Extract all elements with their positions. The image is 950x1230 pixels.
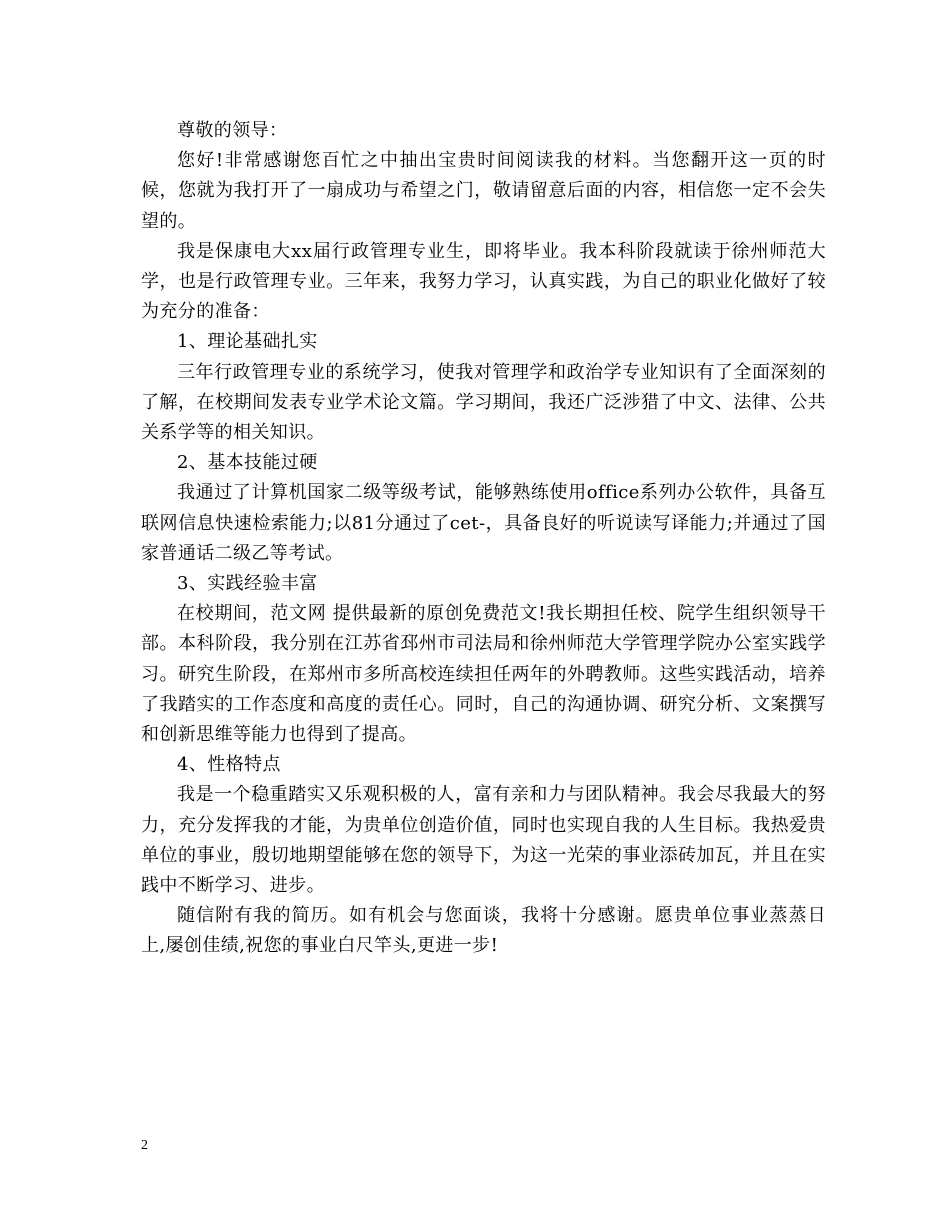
salutation: 尊敬的领导：	[177, 120, 288, 141]
paragraph-greeting: 您好!非常感谢您百忙之中抽出宝贵时间阅读我的材料。当您翻开这一页的时候，您就为我打开了一扇成功与希望之门，敬请留意后面的内容，相信您一定不会失望的。	[141, 150, 826, 232]
page-number: 2	[141, 1138, 148, 1153]
paragraph-basic-skills: 我通过了计算机国家二级等级考试，能够熟练使用office系列办公软件，具备互联网信息快速检索能力;以81分通过了cet-，具备良好的听说读写译能力;并通过了国家普通话二级乙等考试。	[141, 482, 826, 564]
heading-basic-skills: 2、基本技能过硬	[177, 452, 318, 474]
paragraph-introduction: 我是保康电大xx届行政管理专业生，即将毕业。我本科阶段就读于徐州师范大学，也是行政管理专业。三年来，我努力学习，认真实践，为自己的职业化做好了较为充分的准备：	[141, 240, 826, 323]
heading-practical-experience: 3、实践经验丰富	[177, 573, 318, 595]
paragraph-closing: 随信附有我的简历。如有机会与您面谈，我将十分感谢。愿贵单位事业蒸蒸日上,屡创佳绩,祝您的事业白尺竿头,更进一步!	[141, 905, 826, 957]
heading-personality: 4、性格特点	[177, 754, 281, 776]
paragraph-personality: 我是一个稳重踏实又乐观积极的人，富有亲和力与团队精神。我会尽我最大的努力，充分发挥我的才能，为贵单位创造价值，同时也实现自我的人生目标。我热爱贵单位的事业，殷切地期望能够在您的领导下，为这一光荣的事业添砖加瓦，并且在实践中不断学习、进步。	[141, 784, 826, 897]
letter-body	[141, 116, 826, 962]
heading-theory-foundation: 1、理论基础扎实	[177, 331, 318, 353]
paragraph-theory-foundation: 三年行政管理专业的系统学习，使我对管理学和政治学专业知识有了全面深刻的了解，在校期间发表专业学术论文篇。学习期间，我还广泛涉猎了中文、法律、公共关系学等的相关知识。	[141, 361, 826, 444]
paragraph-practical-experience: 在校期间，范文网 提供最新的原创免费范文!我长期担任校、院学生组织领导干部。本科阶段，我分别在江苏省邳州市司法局和徐州师范大学管理学院办公室实践学习。研究生阶段，在郑州市多所高校连续担任两年的外聘教师。这些实践活动，培养了我踏实的工作态度和高度的责任心。同时，自己的沟通协调、研究分析、文案撰写和创新思维等能力也得到了提高。	[141, 603, 826, 746]
